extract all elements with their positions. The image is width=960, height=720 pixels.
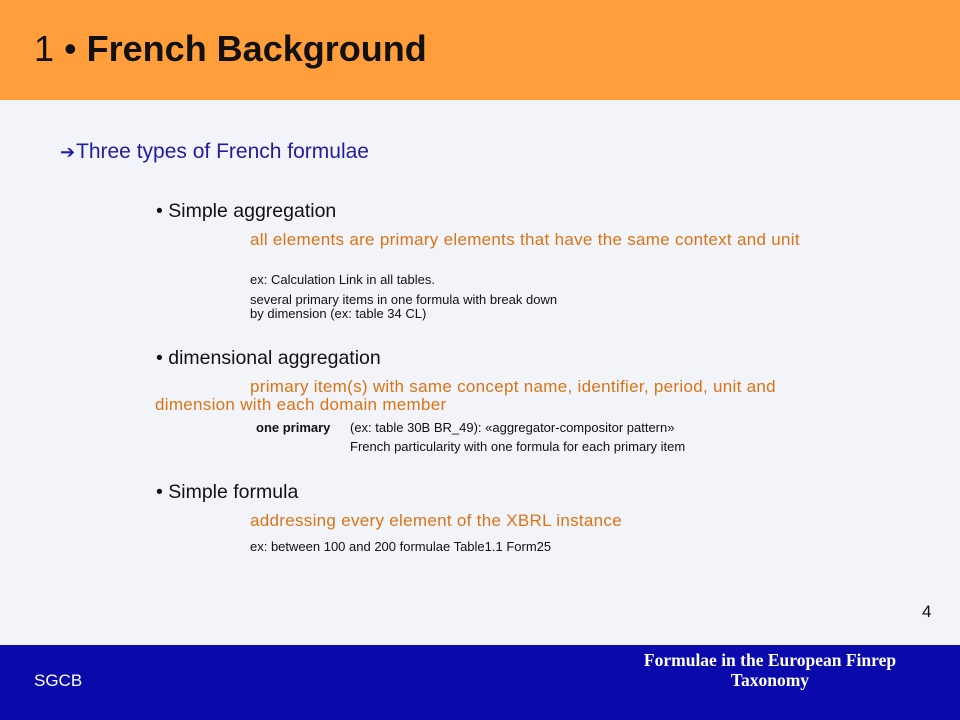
title-bar bbox=[0, 0, 960, 100]
section-desc-simple-aggregation: all elements are primary elements that have the same context and unit bbox=[250, 230, 800, 249]
footer-right-label bbox=[600, 650, 940, 690]
footer-right-line2: Taxonomy bbox=[730, 670, 810, 690]
main-heading-text: Three types of French formulae bbox=[76, 140, 369, 163]
footer-right-line1: Formulae in the European Finrep bbox=[643, 650, 897, 670]
slide-title bbox=[34, 28, 427, 70]
section-example-1: ex: between 100 and 200 formulae Table1.1 Form25 bbox=[250, 539, 552, 554]
main-heading bbox=[60, 140, 369, 164]
section-example-2-line2: by dimension (ex: table 34 CL) bbox=[250, 306, 427, 321]
section-title-dimensional-aggregation: • dimensional aggregation bbox=[156, 347, 381, 369]
footer-left-label: SGCB bbox=[34, 671, 83, 690]
page-number: 4 bbox=[922, 602, 932, 621]
section-title-simple-formula: • Simple formula bbox=[156, 481, 299, 503]
section-example-1: ex: Calculation Link in all tables. bbox=[250, 272, 435, 287]
section-desc-simple-formula: addressing every element of the XBRL instance bbox=[250, 511, 622, 530]
section-example-1: (ex: table 30B BR_49): «aggregator-compositor pattern» bbox=[350, 420, 675, 435]
section-example-2: French particularity with one formula for each primary item bbox=[350, 439, 686, 454]
section-desc-dimensional-aggregation: primary item(s) with same concept name, identifier, period, unit and dimension with each domain member bbox=[155, 377, 776, 414]
section-example-2-line1: several primary items in one formula with break down bbox=[250, 292, 558, 307]
arrow-right-icon: ➔ bbox=[60, 142, 76, 162]
one-primary-label: one primary bbox=[256, 420, 331, 435]
title-text: French Background bbox=[86, 28, 427, 69]
title-number: 1 • bbox=[34, 28, 77, 69]
section-title-simple-aggregation: • Simple aggregation bbox=[156, 200, 337, 222]
